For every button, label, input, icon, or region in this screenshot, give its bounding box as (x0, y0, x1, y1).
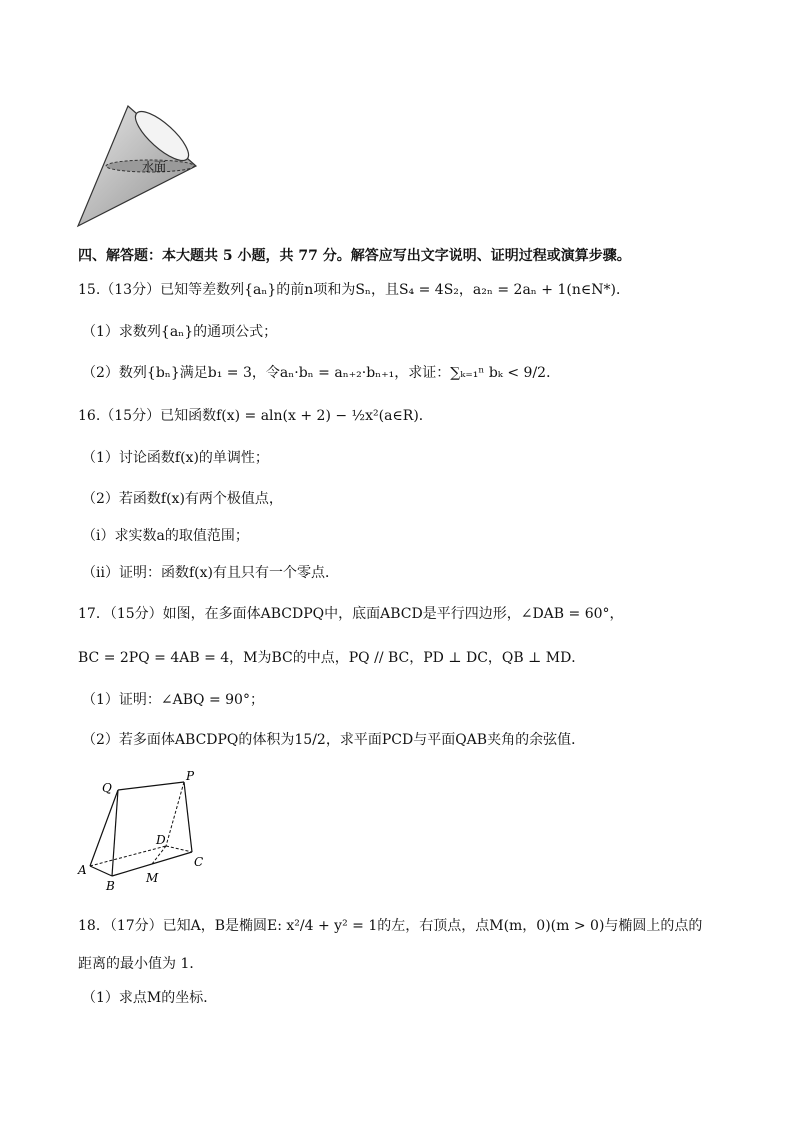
section-header: 四、解答题：本大题共 5 小题，共 77 分。解答应写出文字说明、证明过程或演算步骤。 (78, 248, 631, 264)
q16-part2: （2）若函数f(x)有两个极值点， (82, 491, 283, 507)
edge-AB (90, 866, 112, 876)
q16-stem: 16.（15分）已知函数f(x) = aln(x + 2) − ½x²(a∈R)． (78, 408, 433, 424)
q18-stem2: 距离的最小值为 1． (78, 956, 204, 972)
q15-stem: 15.（13分）已知等差数列{aₙ}的前n项和为Sₙ，且S₄ = 4S₂，a₂ₙ = 2aₙ + 1(n∈N*)． (78, 282, 630, 298)
q16-part1: （1）讨论函数f(x)的单调性； (82, 450, 269, 466)
label-Q: Q (102, 781, 112, 795)
cone-diagram (76, 100, 200, 230)
water-label: 水面 (141, 160, 167, 174)
q15-part1: （1）求数列{aₙ}的通项公式； (82, 324, 278, 340)
edge-PC (184, 782, 192, 852)
label-A: A (78, 863, 87, 877)
polyhedron-diagram (76, 768, 216, 896)
edge-PD (166, 782, 184, 846)
q17-stem: 17．（15分）如图，在多面体ABCDPQ中，底面ABCD是平行四边形，∠DAB = 60°， (78, 606, 624, 622)
polyhedron-figure (76, 768, 216, 896)
q17-stem2: BC = 2PQ = 4AB = 4，M为BC的中点，PQ // BC，PD ⊥ DC，QB ⊥ MD． (78, 650, 586, 666)
label-M: M (146, 871, 159, 885)
q17-part1: （1）证明：∠ABQ = 90°； (82, 692, 264, 708)
label-P: P (186, 769, 195, 783)
cone-figure (76, 100, 200, 230)
edge-DC (166, 846, 192, 852)
label-C: C (194, 855, 204, 869)
q16-part2ii: （ⅱ）证明：函数f(x)有且只有一个零点． (82, 565, 339, 581)
q18-stem: 18．（17分）已知A，B是椭圆E: x²/4 + y² = 1的左，右顶点，点M(m，0)(m > 0)与椭圆上的点的 (78, 918, 703, 934)
label-B: B (106, 879, 115, 893)
q18-part1: （1）求点M的坐标． (82, 990, 218, 1006)
q16-part2i: （ⅰ）求实数a的取值范围； (82, 528, 249, 544)
q17-part2: （2）若多面体ABCDPQ的体积为15/2，求平面PCD与平面QAB夹角的余弦值． (82, 732, 586, 748)
label-D: D (156, 833, 166, 847)
edge-QP (118, 782, 184, 790)
q15-part2: （2）数列{bₙ}满足b₁ = 3，令aₙ·bₙ = aₙ₊₂·bₙ₊₁，求证：∑ₖ₌₁ⁿ bₖ < 9/2． (82, 365, 561, 381)
